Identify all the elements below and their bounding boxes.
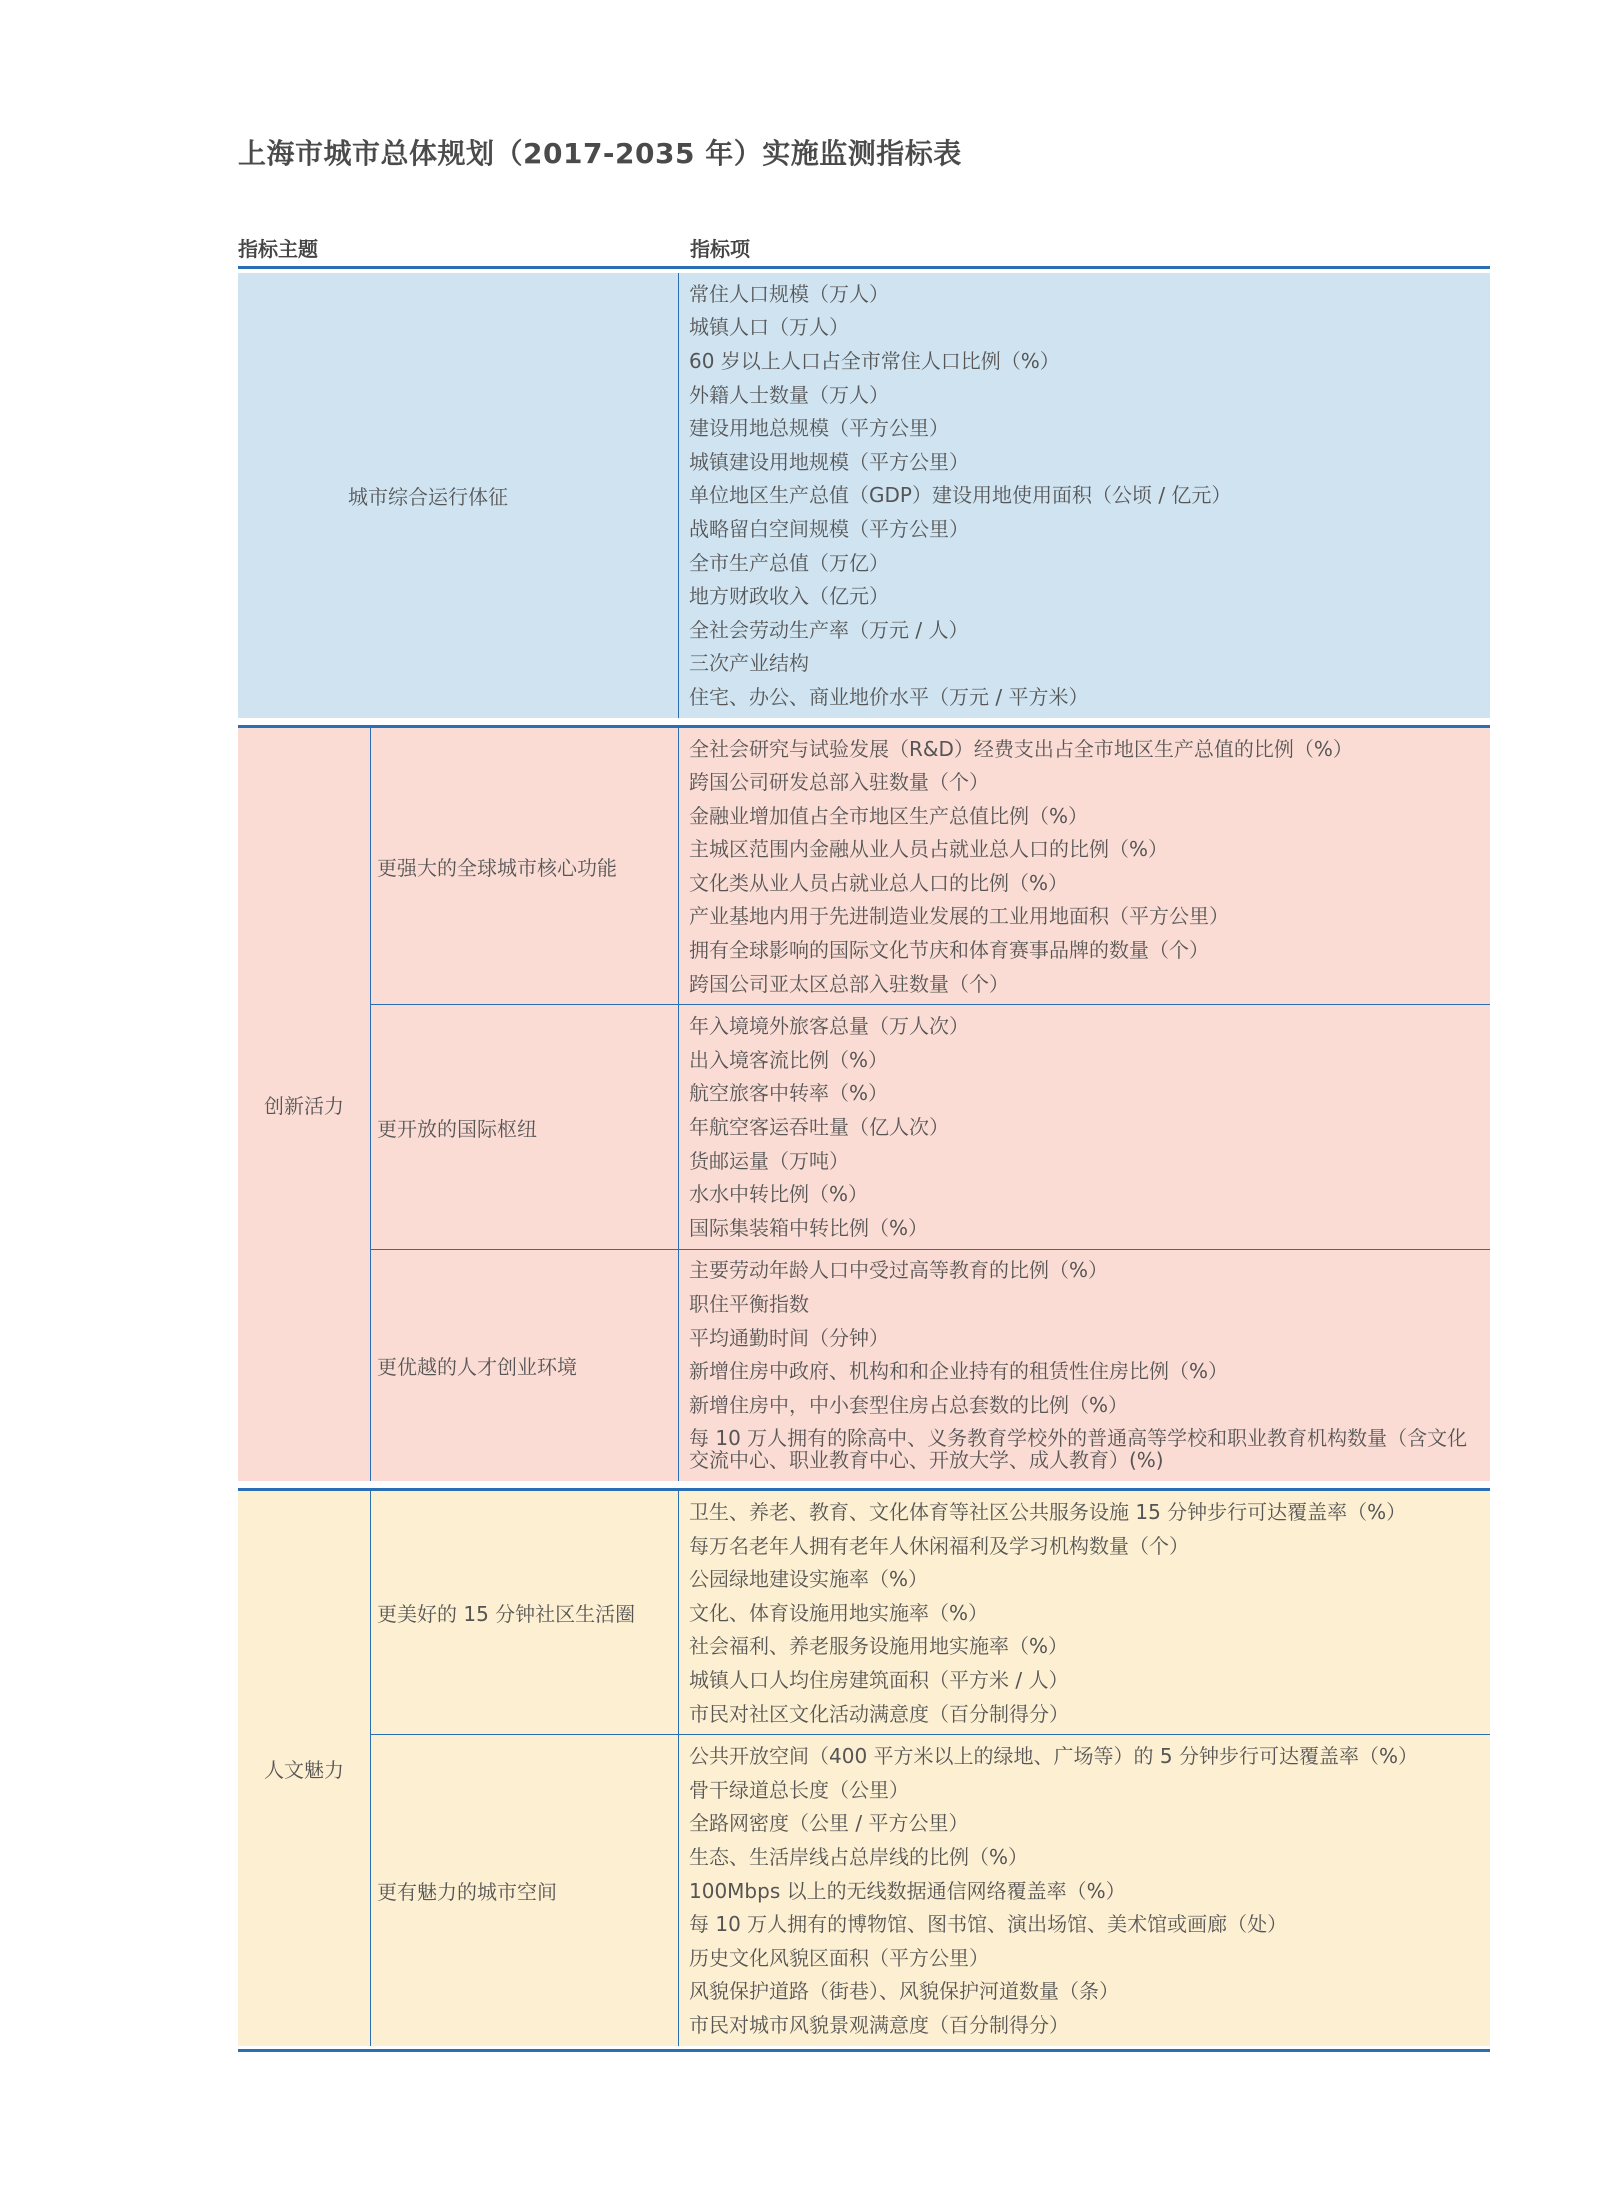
subtheme-label: 更美好的 15 分钟社区生活圈 xyxy=(371,1491,679,1734)
indicator-item: 每 10 万人拥有的博物馆、图书馆、演出场馆、美术馆或画廊（处） xyxy=(689,1912,1288,1937)
indicator-table xyxy=(238,228,1490,2052)
indicator-item: 城镇建设用地规模（平方公里） xyxy=(689,449,969,474)
indicator-item: 60 岁以上人口占全市常住人口比例（%） xyxy=(689,348,1060,373)
indicator-item: 外籍人士数量（万人） xyxy=(689,382,889,407)
indicator-item: 跨国公司研发总部入驻数量（个） xyxy=(689,770,989,795)
subtheme-row xyxy=(371,1734,1490,2045)
indicator-item: 文化、体育设施用地实施率（%） xyxy=(689,1600,989,1625)
indicator-item: 主要劳动年龄人口中受过高等教育的比例（%） xyxy=(689,1258,1109,1283)
indicator-item: 产业基地内用于先进制造业发展的工业用地面积（平方公里） xyxy=(689,904,1229,929)
indicator-item: 全市生产总值（万亿） xyxy=(689,550,889,575)
indicator-item: 文化类从业人员占就业总人口的比例（%） xyxy=(689,870,1069,895)
theme-label: 人文魅力 xyxy=(238,1491,371,2046)
indicator-list xyxy=(679,1735,1490,2045)
indicator-list xyxy=(679,1250,1490,1482)
indicator-item: 地方财政收入（亿元） xyxy=(689,584,889,609)
indicator-list xyxy=(679,1005,1490,1248)
indicator-item: 历史文化风貌区面积（平方公里） xyxy=(689,1945,989,1970)
subtheme-row xyxy=(371,1004,1490,1248)
theme-label: 城市综合运行体征 xyxy=(348,484,508,509)
indicator-item: 骨干绿道总长度（公里） xyxy=(689,1777,909,1802)
indicator-item: 全社会研究与试验发展（R&D）经费支出占全市地区生产总值的比例（%） xyxy=(689,736,1353,761)
indicator-item: 平均通勤时间（分钟） xyxy=(689,1325,889,1350)
indicator-item: 市民对城市风貌景观满意度（百分制得分） xyxy=(689,2012,1069,2037)
theme-group xyxy=(238,725,1490,1484)
subtheme-row xyxy=(371,1491,1490,1734)
indicator-list xyxy=(679,1491,1490,1734)
indicator-item: 公园绿地建设实施率（%） xyxy=(689,1567,929,1592)
indicator-item: 卫生、养老、教育、文化体育等社区公共服务设施 15 分钟步行可达覆盖率（%） xyxy=(689,1499,1407,1524)
indicator-list xyxy=(679,728,1490,1005)
indicator-item: 新增住房中政府、机构和和企业持有的租赁性住房比例（%） xyxy=(689,1359,1229,1384)
indicator-item: 年航空客运吞吐量（亿人次） xyxy=(689,1115,949,1140)
indicator-item: 国际集装箱中转比例（%） xyxy=(689,1215,929,1240)
indicator-item: 职住平衡指数 xyxy=(689,1292,809,1317)
indicator-list xyxy=(679,273,1490,718)
subtheme-label: 更优越的人才创业环境 xyxy=(371,1250,679,1482)
indicator-item: 单位地区生产总值（GDP）建设用地使用面积（公顷 / 亿元） xyxy=(689,483,1232,508)
indicator-item: 风貌保护道路（街巷）、风貌保护河道数量（条） xyxy=(689,1979,1119,2004)
header-item: 指标项 xyxy=(690,236,750,261)
indicator-item: 全路网密度（公里 / 平方公里） xyxy=(689,1811,969,1836)
indicator-item: 出入境客流比例（%） xyxy=(689,1047,889,1072)
subtheme-list xyxy=(371,1491,1490,2046)
indicator-item: 拥有全球影响的国际文化节庆和体育赛事品牌的数量（个） xyxy=(689,938,1209,963)
subtheme-label: 更有魅力的城市空间 xyxy=(371,1735,679,2045)
indicator-item: 全社会劳动生产率（万元 / 人） xyxy=(689,617,969,642)
theme-group xyxy=(238,1488,1490,2052)
indicator-item: 新增住房中，中小套型住房占总套数的比例（%） xyxy=(689,1392,1129,1417)
indicator-item: 每万名老年人拥有老年人休闲福利及学习机构数量（个） xyxy=(689,1533,1189,1558)
theme-group xyxy=(238,273,1490,721)
theme-group-body xyxy=(238,728,1490,1481)
indicator-item: 战略留白空间规模（平方公里） xyxy=(689,516,969,541)
subtheme-label: 更开放的国际枢纽 xyxy=(371,1005,679,1248)
indicator-item: 市民对社区文化活动满意度（百分制得分） xyxy=(689,1701,1069,1726)
indicator-item: 年入境境外旅客总量（万人次） xyxy=(689,1014,969,1039)
subtheme-row xyxy=(371,728,1490,1005)
table-header xyxy=(238,228,1490,269)
indicator-item: 生态、生活岸线占总岸线的比例（%） xyxy=(689,1844,1029,1869)
indicator-item: 三次产业结构 xyxy=(689,651,809,676)
indicator-item: 航空旅客中转率（%） xyxy=(689,1081,889,1106)
indicator-item: 主城区范围内金融从业人员占就业总人口的比例（%） xyxy=(689,837,1169,862)
subtheme-list xyxy=(371,728,1490,1481)
indicator-item: 跨国公司亚太区总部入驻数量（个） xyxy=(689,971,1009,996)
indicator-item: 常住人口规模（万人） xyxy=(689,281,889,306)
header-theme: 指标主题 xyxy=(238,236,318,261)
indicator-item: 城镇人口人均住房建筑面积（平方米 / 人） xyxy=(689,1667,1069,1692)
indicator-item: 每 10 万人拥有的除高中、义务教育学校外的普通高等学校和职业教育机构数量（含文化交流中心、职业教育中心、开放大学、成人教育）(%) xyxy=(689,1426,1468,1473)
indicator-item: 水水中转比例（%） xyxy=(689,1182,869,1207)
page-title: 上海市城市总体规划（2017-2035 年）实施监测指标表 xyxy=(238,137,962,170)
indicator-item: 100Mbps 以上的无线数据通信网络覆盖率（%） xyxy=(689,1878,1126,1903)
subtheme-row xyxy=(679,273,1490,718)
indicator-item: 货邮运量（万吨） xyxy=(689,1148,849,1173)
indicator-item: 城镇人口（万人） xyxy=(689,315,849,340)
indicator-item: 金融业增加值占全市地区生产总值比例（%） xyxy=(689,803,1089,828)
subtheme-label: 更强大的全球城市核心功能 xyxy=(371,728,679,1005)
subtheme-list xyxy=(678,273,1490,718)
subtheme-row xyxy=(371,1249,1490,1482)
theme-group-body xyxy=(238,273,1490,718)
indicator-item: 公共开放空间（400 平方米以上的绿地、广场等）的 5 分钟步行可达覆盖率（%） xyxy=(689,1744,1418,1769)
indicator-item: 社会福利、养老服务设施用地实施率（%） xyxy=(689,1634,1069,1659)
theme-group-body xyxy=(238,1491,1490,2046)
indicator-item: 住宅、办公、商业地价水平（万元 / 平方米） xyxy=(689,684,1089,709)
indicator-item: 建设用地总规模（平方公里） xyxy=(689,416,949,441)
theme-label: 创新活力 xyxy=(238,728,371,1481)
